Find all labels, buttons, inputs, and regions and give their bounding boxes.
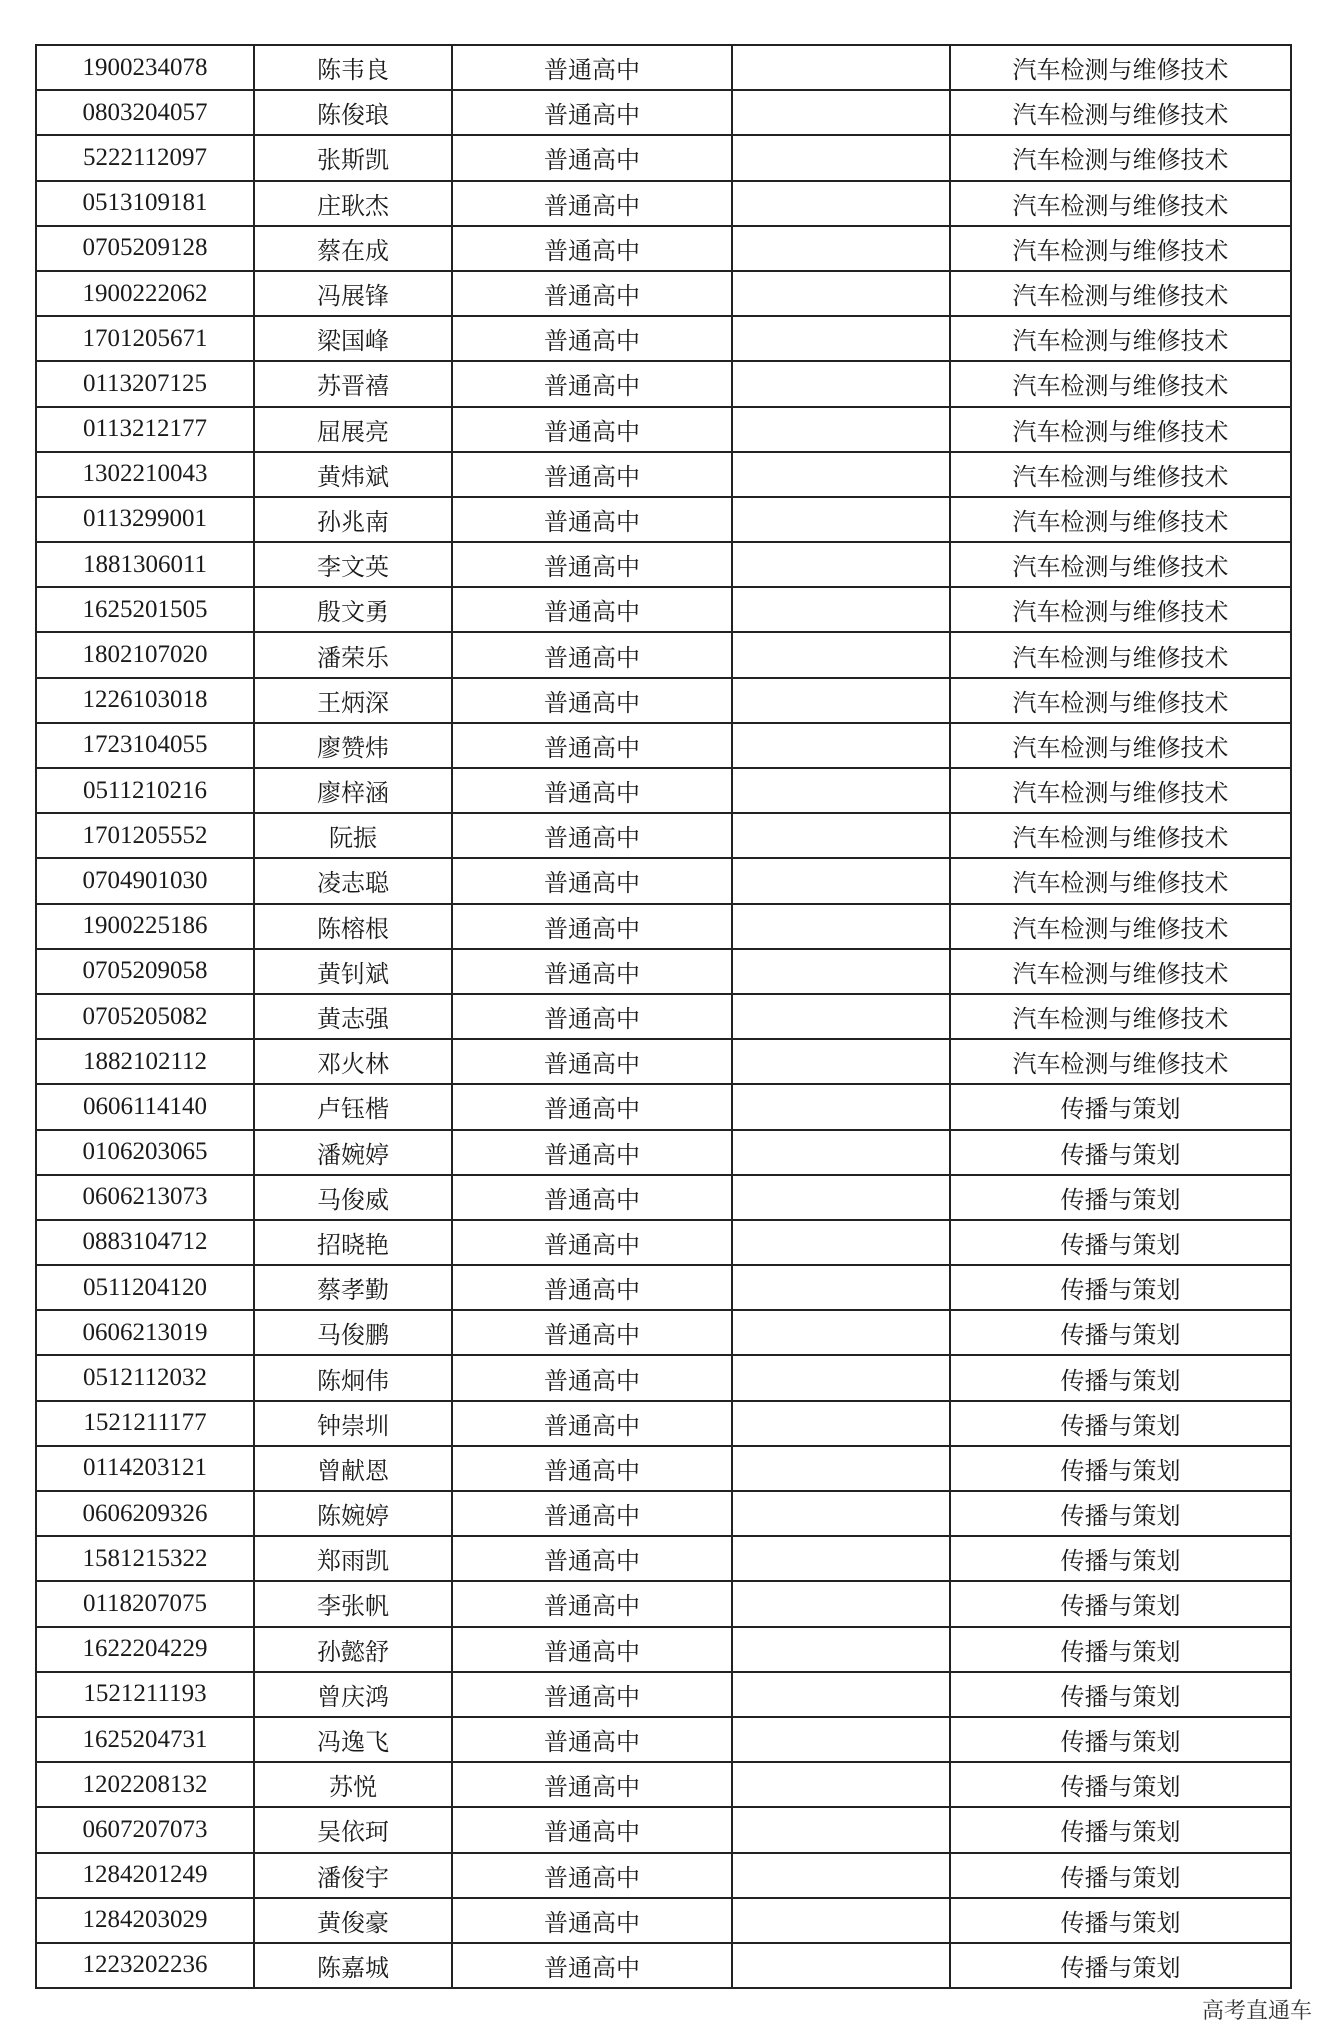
name-cell: 招晓艳 [254,1220,452,1265]
table-row [36,632,1291,677]
school-type-cell: 普通高中 [452,1310,732,1355]
blank-cell [732,1898,950,1943]
school-type-cell: 普通高中 [452,1355,732,1400]
blank-cell [732,813,950,858]
school-type-cell: 普通高中 [452,1265,732,1310]
student-id-cell: 1802107020 [36,632,254,677]
major-cell: 汽车检测与维修技术 [950,858,1291,903]
student-id-cell: 0114203121 [36,1446,254,1491]
table-row [36,1898,1291,1943]
blank-cell [732,904,950,949]
name-cell: 吴依珂 [254,1807,452,1852]
student-id-cell: 1521211177 [36,1401,254,1446]
name-cell: 黄志强 [254,994,452,1039]
table-row [36,1084,1291,1129]
blank-cell [732,1220,950,1265]
school-type-cell: 普通高中 [452,949,732,994]
name-cell: 凌志聪 [254,858,452,903]
school-type-cell: 普通高中 [452,1807,732,1852]
major-cell: 传播与策划 [950,1762,1291,1807]
blank-cell [732,949,950,994]
table-row [36,497,1291,542]
name-cell: 卢钰楷 [254,1084,452,1129]
student-id-cell: 0705209058 [36,949,254,994]
school-type-cell: 普通高中 [452,813,732,858]
student-id-cell: 1900225186 [36,904,254,949]
table-row [36,1717,1291,1762]
school-type-cell: 普通高中 [452,723,732,768]
table-row [36,1039,1291,1084]
major-cell: 汽车检测与维修技术 [950,452,1291,497]
student-id-cell: 1625204731 [36,1717,254,1762]
table-row [36,949,1291,994]
major-cell: 传播与策划 [950,1265,1291,1310]
school-type-cell: 普通高中 [452,768,732,813]
school-type-cell: 普通高中 [452,1853,732,1898]
student-id-cell: 0511210216 [36,768,254,813]
school-type-cell: 普通高中 [452,1446,732,1491]
student-id-cell: 0511204120 [36,1265,254,1310]
student-id-cell: 0607207073 [36,1807,254,1852]
name-cell: 陈榕根 [254,904,452,949]
student-id-cell: 1701205552 [36,813,254,858]
blank-cell [732,858,950,903]
blank-cell [732,181,950,226]
table-row [36,1491,1291,1536]
student-id-cell: 1701205671 [36,316,254,361]
blank-cell [732,1265,950,1310]
school-type-cell: 普通高中 [452,1130,732,1175]
blank-cell [732,1355,950,1400]
school-type-cell: 普通高中 [452,90,732,135]
student-id-cell: 1202208132 [36,1762,254,1807]
school-type-cell: 普通高中 [452,858,732,903]
name-cell: 孙懿舒 [254,1627,452,1672]
name-cell: 廖梓涵 [254,768,452,813]
major-cell: 传播与策划 [950,1220,1291,1265]
student-id-cell: 1881306011 [36,542,254,587]
table-row [36,1807,1291,1852]
table-row [36,723,1291,768]
table-row [36,226,1291,271]
name-cell: 阮振 [254,813,452,858]
school-type-cell: 普通高中 [452,904,732,949]
major-cell: 汽车检测与维修技术 [950,949,1291,994]
school-type-cell: 普通高中 [452,1717,732,1762]
table-row [36,1762,1291,1807]
blank-cell [732,1084,950,1129]
major-cell: 汽车检测与维修技术 [950,632,1291,677]
name-cell: 蔡在成 [254,226,452,271]
major-cell: 传播与策划 [950,1627,1291,1672]
table-row [36,1130,1291,1175]
major-cell: 汽车检测与维修技术 [950,226,1291,271]
blank-cell [732,723,950,768]
table-row [36,1853,1291,1898]
major-cell: 汽车检测与维修技术 [950,587,1291,632]
blank-cell [732,497,950,542]
table-row [36,1220,1291,1265]
blank-cell [732,45,950,90]
table-row [36,1581,1291,1626]
blank-cell [732,1807,950,1852]
table-row [36,678,1291,723]
school-type-cell: 普通高中 [452,1672,732,1717]
blank-cell [732,1536,950,1581]
name-cell: 郑雨凯 [254,1536,452,1581]
admission-list-table [35,44,1292,1989]
student-id-cell: 1284203029 [36,1898,254,1943]
major-cell: 传播与策划 [950,1717,1291,1762]
major-cell: 传播与策划 [950,1130,1291,1175]
blank-cell [732,1627,950,1672]
major-cell: 汽车检测与维修技术 [950,90,1291,135]
major-cell: 传播与策划 [950,1672,1291,1717]
name-cell: 苏悦 [254,1762,452,1807]
name-cell: 冯展锋 [254,271,452,316]
major-cell: 传播与策划 [950,1084,1291,1129]
major-cell: 传播与策划 [950,1898,1291,1943]
table-row [36,1672,1291,1717]
table-row [36,90,1291,135]
major-cell: 汽车检测与维修技术 [950,542,1291,587]
school-type-cell: 普通高中 [452,45,732,90]
major-cell: 汽车检测与维修技术 [950,813,1291,858]
blank-cell [732,1039,950,1084]
name-cell: 王炳深 [254,678,452,723]
student-id-cell: 0113212177 [36,407,254,452]
blank-cell [732,1943,950,1988]
table-row [36,316,1291,361]
major-cell: 汽车检测与维修技术 [950,45,1291,90]
school-type-cell: 普通高中 [452,361,732,406]
school-type-cell: 普通高中 [452,271,732,316]
table-row [36,45,1291,90]
blank-cell [732,271,950,316]
blank-cell [732,90,950,135]
blank-cell [732,407,950,452]
blank-cell [732,994,950,1039]
blank-cell [732,678,950,723]
student-id-cell: 0883104712 [36,1220,254,1265]
major-cell: 汽车检测与维修技术 [950,723,1291,768]
school-type-cell: 普通高中 [452,678,732,723]
table-row [36,271,1291,316]
school-type-cell: 普通高中 [452,316,732,361]
table-row [36,1310,1291,1355]
school-type-cell: 普通高中 [452,1762,732,1807]
blank-cell [732,1672,950,1717]
table-row [36,542,1291,587]
school-type-cell: 普通高中 [452,1175,732,1220]
student-id-cell: 0704901030 [36,858,254,903]
watermark-text: 高考直通车 [1201,1999,1312,2024]
student-id-cell: 1302210043 [36,452,254,497]
name-cell: 梁国峰 [254,316,452,361]
name-cell: 潘婉婷 [254,1130,452,1175]
table-row [36,813,1291,858]
name-cell: 蔡孝勤 [254,1265,452,1310]
table-row [36,1265,1291,1310]
major-cell: 汽车检测与维修技术 [950,271,1291,316]
name-cell: 廖赞炜 [254,723,452,768]
table-row [36,1943,1291,1988]
major-cell: 汽车检测与维修技术 [950,768,1291,813]
name-cell: 钟崇圳 [254,1401,452,1446]
table-row [36,994,1291,1039]
major-cell: 汽车检测与维修技术 [950,678,1291,723]
student-id-cell: 0606213019 [36,1310,254,1355]
school-type-cell: 普通高中 [452,1536,732,1581]
school-type-cell: 普通高中 [452,1084,732,1129]
student-id-cell: 1882102112 [36,1039,254,1084]
name-cell: 黄钊斌 [254,949,452,994]
school-type-cell: 普通高中 [452,632,732,677]
student-id-cell: 1284201249 [36,1853,254,1898]
table-row [36,1175,1291,1220]
blank-cell [732,768,950,813]
school-type-cell: 普通高中 [452,1039,732,1084]
student-id-cell: 0606209326 [36,1491,254,1536]
table-row [36,587,1291,632]
table-row [36,407,1291,452]
student-id-cell: 1625201505 [36,587,254,632]
student-id-cell: 0705209128 [36,226,254,271]
school-type-cell: 普通高中 [452,452,732,497]
name-cell: 黄炜斌 [254,452,452,497]
name-cell: 马俊鹏 [254,1310,452,1355]
school-type-cell: 普通高中 [452,1401,732,1446]
table-row [36,361,1291,406]
student-id-cell: 1622204229 [36,1627,254,1672]
blank-cell [732,135,950,180]
admission-list-body [36,45,1291,1988]
table-row [36,1355,1291,1400]
major-cell: 汽车检测与维修技术 [950,407,1291,452]
school-type-cell: 普通高中 [452,497,732,542]
name-cell: 冯逸飞 [254,1717,452,1762]
major-cell: 汽车检测与维修技术 [950,904,1291,949]
school-type-cell: 普通高中 [452,1898,732,1943]
blank-cell [732,1717,950,1762]
school-type-cell: 普通高中 [452,542,732,587]
name-cell: 潘俊宇 [254,1853,452,1898]
student-id-cell: 0512112032 [36,1355,254,1400]
name-cell: 苏晋禧 [254,361,452,406]
student-id-cell: 0113299001 [36,497,254,542]
student-id-cell: 1900222062 [36,271,254,316]
student-id-cell: 0803204057 [36,90,254,135]
school-type-cell: 普通高中 [452,181,732,226]
major-cell: 汽车检测与维修技术 [950,181,1291,226]
blank-cell [732,587,950,632]
major-cell: 汽车检测与维修技术 [950,361,1291,406]
name-cell: 张斯凯 [254,135,452,180]
student-id-cell: 0113207125 [36,361,254,406]
major-cell: 传播与策划 [950,1446,1291,1491]
table-row [36,904,1291,949]
name-cell: 李文英 [254,542,452,587]
name-cell: 庄耿杰 [254,181,452,226]
student-id-cell: 1723104055 [36,723,254,768]
major-cell: 传播与策划 [950,1355,1291,1400]
blank-cell [732,1310,950,1355]
school-type-cell: 普通高中 [452,226,732,271]
blank-cell [732,632,950,677]
blank-cell [732,1401,950,1446]
student-id-cell: 1900234078 [36,45,254,90]
name-cell: 潘荣乐 [254,632,452,677]
student-id-cell: 0513109181 [36,181,254,226]
name-cell: 黄俊豪 [254,1898,452,1943]
blank-cell [732,1853,950,1898]
name-cell: 陈炯伟 [254,1355,452,1400]
school-type-cell: 普通高中 [452,1627,732,1672]
student-id-cell: 5222112097 [36,135,254,180]
blank-cell [732,316,950,361]
blank-cell [732,361,950,406]
name-cell: 曾庆鸿 [254,1672,452,1717]
school-type-cell: 普通高中 [452,1491,732,1536]
school-type-cell: 普通高中 [452,587,732,632]
major-cell: 传播与策划 [950,1310,1291,1355]
blank-cell [732,452,950,497]
student-id-cell: 0118207075 [36,1581,254,1626]
major-cell: 传播与策划 [950,1401,1291,1446]
name-cell: 曾献恩 [254,1446,452,1491]
major-cell: 传播与策划 [950,1807,1291,1852]
table-row [36,858,1291,903]
blank-cell [732,1446,950,1491]
table-row [36,452,1291,497]
table-row [36,1446,1291,1491]
student-id-cell: 0106203065 [36,1130,254,1175]
table-row [36,1627,1291,1672]
student-id-cell: 0606114140 [36,1084,254,1129]
school-type-cell: 普通高中 [452,994,732,1039]
student-id-cell: 0705205082 [36,994,254,1039]
student-id-cell: 1223202236 [36,1943,254,1988]
blank-cell [732,226,950,271]
table-row [36,1401,1291,1446]
major-cell: 汽车检测与维修技术 [950,994,1291,1039]
student-id-cell: 1521211193 [36,1672,254,1717]
blank-cell [732,1581,950,1626]
blank-cell [732,1762,950,1807]
blank-cell [732,1130,950,1175]
blank-cell [732,542,950,587]
major-cell: 传播与策划 [950,1853,1291,1898]
student-id-cell: 1581215322 [36,1536,254,1581]
major-cell: 传播与策划 [950,1536,1291,1581]
name-cell: 陈韦良 [254,45,452,90]
name-cell: 陈嘉城 [254,1943,452,1988]
table-row [36,768,1291,813]
major-cell: 传播与策划 [950,1491,1291,1536]
table-row [36,1536,1291,1581]
name-cell: 陈俊琅 [254,90,452,135]
school-type-cell: 普通高中 [452,1581,732,1626]
school-type-cell: 普通高中 [452,407,732,452]
major-cell: 传播与策划 [950,1581,1291,1626]
name-cell: 殷文勇 [254,587,452,632]
name-cell: 屈展亮 [254,407,452,452]
table-row [36,181,1291,226]
name-cell: 李张帆 [254,1581,452,1626]
major-cell: 汽车检测与维修技术 [950,497,1291,542]
table-row [36,135,1291,180]
student-id-cell: 0606213073 [36,1175,254,1220]
school-type-cell: 普通高中 [452,1220,732,1265]
blank-cell [732,1175,950,1220]
name-cell: 邓火林 [254,1039,452,1084]
major-cell: 传播与策划 [950,1175,1291,1220]
major-cell: 传播与策划 [950,1943,1291,1988]
blank-cell [732,1491,950,1536]
name-cell: 孙兆南 [254,497,452,542]
major-cell: 汽车检测与维修技术 [950,316,1291,361]
major-cell: 汽车检测与维修技术 [950,135,1291,180]
school-type-cell: 普通高中 [452,1943,732,1988]
major-cell: 汽车检测与维修技术 [950,1039,1291,1084]
student-id-cell: 1226103018 [36,678,254,723]
name-cell: 马俊威 [254,1175,452,1220]
name-cell: 陈婉婷 [254,1491,452,1536]
school-type-cell: 普通高中 [452,135,732,180]
